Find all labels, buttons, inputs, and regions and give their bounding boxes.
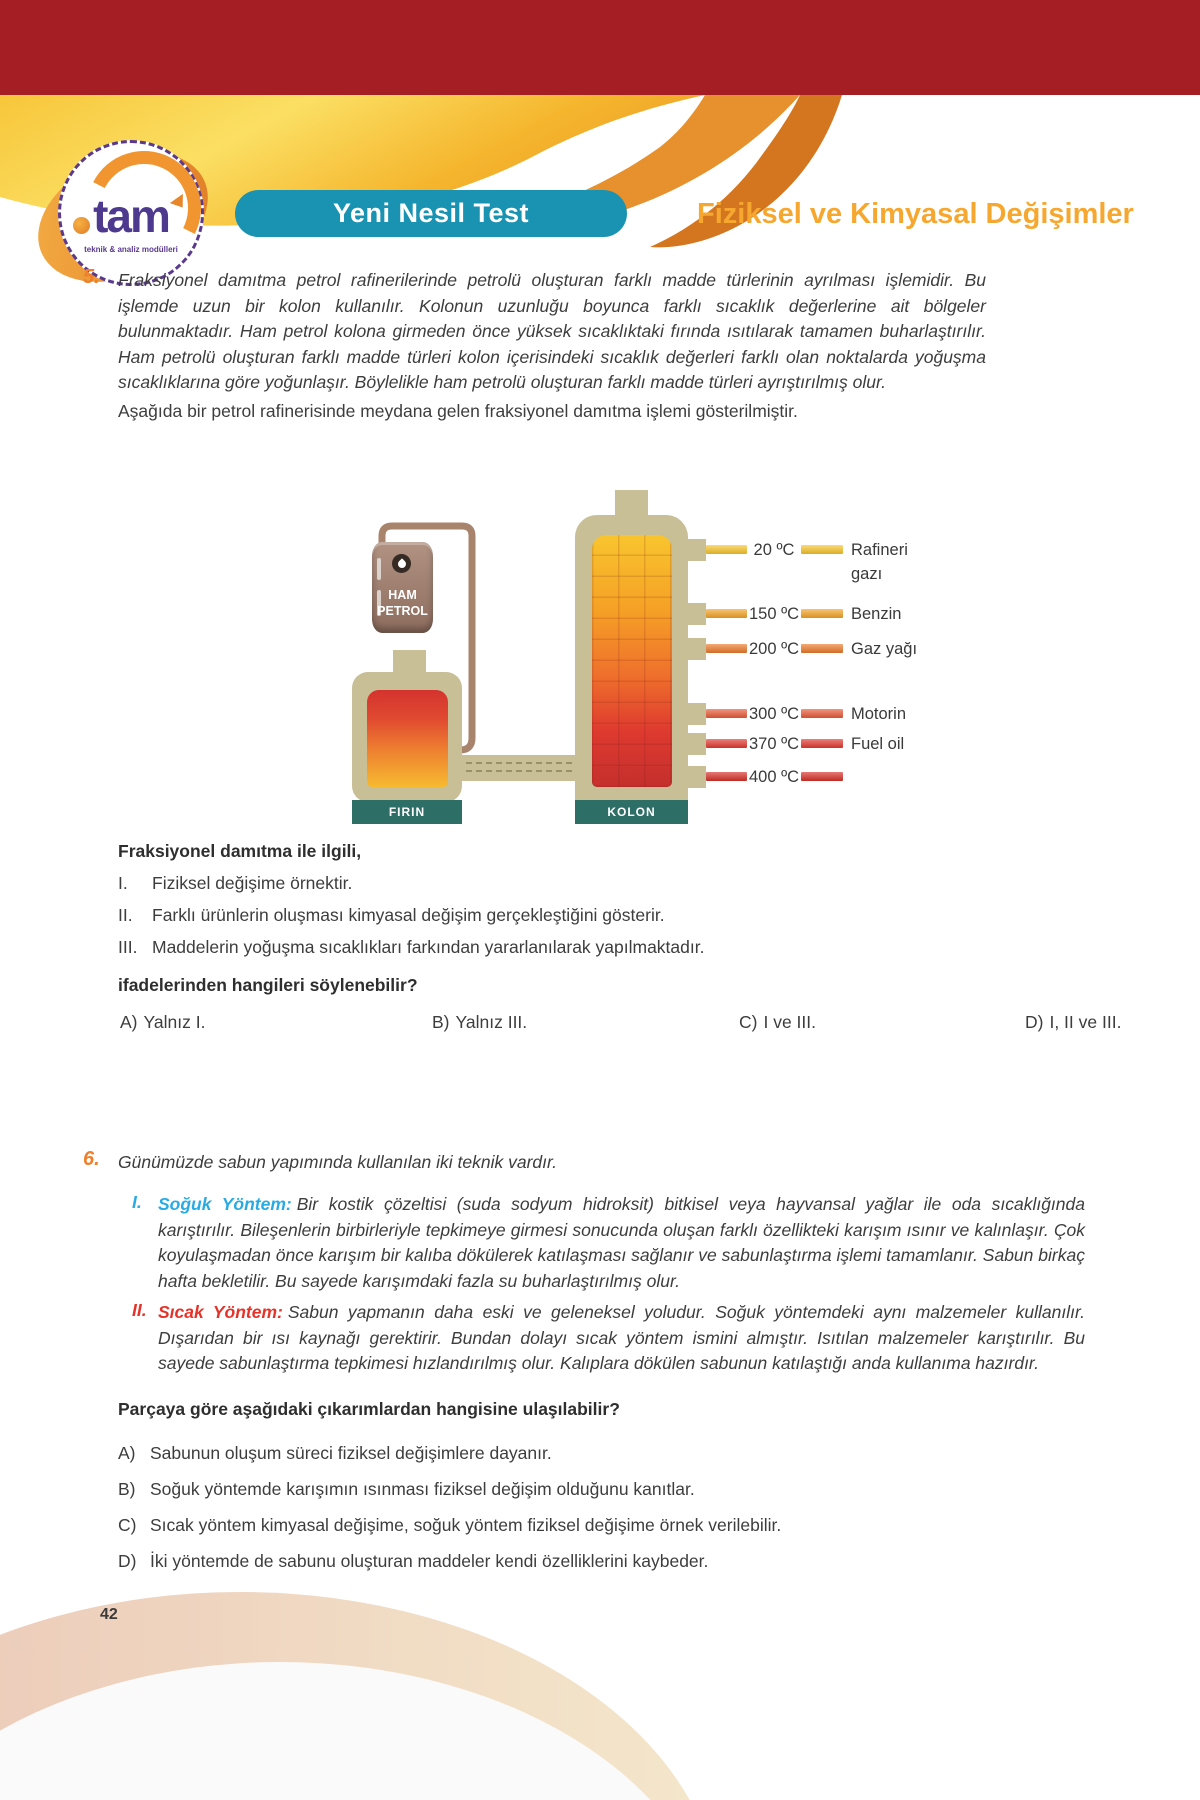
q5-option-c: C) I ve III.	[739, 1012, 816, 1032]
furnace-label: FIRIN	[352, 800, 462, 824]
q6-option-c: C) Sıcak yöntem kimyasal değişime, soğuk yöntem fiziksel değişime örnek verilebilir.	[118, 1515, 782, 1535]
outlet-bar	[706, 545, 747, 554]
question-5-figure-caption: Aşağıda bir petrol rafinerisinde meydana gelen fraksiyonel damıtma işlemi gösterilmiştir.	[118, 401, 798, 421]
q6-method-hot: II. Sıcak Yöntem: Sabun yapmanın daha eski ve geleneksel yoludur. Soğuk yöntemdeki aynı malzemeler kullanılır. Dışarıdan bir ısı kaynağı gerektirir. Bundan dolayı sıcak yöntem ismini almıştır. Isıtılan malzemeler karıştırılır. Bu sayede sabunlaştırma tepkimesi hızlandırılmış olur. Kalıplara dökülen sabunun katılaştığı anda kullanıma hazırdır.	[132, 1300, 1085, 1373]
oil-drop-icon	[392, 554, 411, 573]
outlet-stub	[688, 638, 706, 660]
outlet-bar	[801, 545, 843, 554]
fractional-distillation-diagram	[0, 430, 1200, 830]
q5-stem-lead: Fraksiyonel damıtma ile ilgili,	[118, 841, 362, 861]
column-temperature-gradient	[592, 535, 672, 787]
barrel-highlight	[377, 558, 381, 580]
outlet-bar	[706, 709, 747, 718]
barrel-label: HAM PETROL	[377, 588, 428, 618]
q6-method-cold: I. Soğuk Yöntem: Bir kostik çözeltisi (suda sodyum hidroksit) bitkisel veya hayvansal yağlar ile oda sıcaklığında karıştırılır. Bileşenlerin birbirleriyle tepkimeye girmesi sonucunda oluşan farklı özellikteki karışım ısınır ve kalınlaşır. Çok koyulaşmadan önce karışım bir kalıba dökülerek katılaşması sağlanır ve sabunlaştırma işlemi tamamlanır. Sabun birkaç hafta bekletilir. Bu sayede karışımdaki fazla su buharlaştırılmış olur.	[132, 1192, 1085, 1291]
logo-tagline: teknik & analiz modülleri	[84, 245, 178, 254]
outlet-stub	[688, 703, 706, 725]
q5-statement-1: I. Fiziksel değişime örnektir.	[118, 873, 353, 893]
q6-intro: Günümüzde sabun yapımında kullanılan iki teknik vardır.	[118, 1152, 558, 1172]
outlet-bar	[706, 644, 747, 653]
cold-method-name: Soğuk Yöntem:	[158, 1194, 292, 1214]
outlet-product-label: Benzin	[851, 605, 902, 623]
outlet-stub	[688, 539, 706, 561]
q6-stem: Parçaya göre aşağıdaki çıkarımlardan hangisine ulaşılabilir?	[118, 1399, 620, 1419]
outlet-bar	[801, 609, 843, 618]
outlet-bar	[706, 739, 747, 748]
q5-statement-2: II. Farklı ürünlerin oluşması kimyasal değişim gerçekleştiğini gösterir.	[118, 905, 665, 925]
outlet-bar	[801, 772, 843, 781]
logo-wordmark: tam	[93, 190, 169, 242]
q5-statement-3: III. Maddelerin yoğuşma sıcaklıkları farkından yararlanılarak yapılmaktadır.	[118, 937, 705, 957]
question-5-number: 5.	[83, 266, 100, 288]
outlet-product-label: Rafineri gazı	[851, 541, 908, 583]
q6-option-d: D) İki yöntemde de sabunu oluşturan maddeler kendi özelliklerini kaybeder.	[118, 1551, 709, 1571]
topic-title: Fiziksel ve Kimyasal Değişimler	[697, 198, 1134, 230]
q6-option-b: B) Soğuk yöntemde karışımın ısınması fiziksel değişim olduğunu kanıtlar.	[118, 1479, 695, 1499]
outlet-stub	[688, 603, 706, 625]
outlet-bar	[801, 644, 843, 653]
outlet-bar	[801, 739, 843, 748]
outlet-product-label: Motorin	[851, 705, 907, 723]
outlet-product-label: Gaz yağı	[851, 640, 918, 658]
furnace-flame-gradient	[367, 690, 448, 787]
test-type-banner	[235, 190, 627, 237]
q5-option-d: D) I, II ve III.	[1025, 1012, 1122, 1032]
outlet-stub	[688, 733, 706, 755]
outlet-bar	[801, 709, 843, 718]
page-number: 42	[100, 1606, 118, 1623]
q5-option-b: B) Yalnız III.	[432, 1012, 528, 1032]
outlet-temperature: 150 ºC	[748, 605, 800, 623]
q6-option-a: A) Sabunun oluşum süreci fiziksel değişimlere dayanır.	[118, 1443, 552, 1463]
outlet-temperature: 400 ºC	[748, 768, 800, 786]
publisher-logo	[58, 140, 204, 286]
outlet-temperature: 300 ºC	[748, 705, 800, 723]
question-6-number: 6.	[83, 1148, 100, 1170]
column-label: KOLON	[575, 800, 688, 824]
hot-method-name: Sıcak Yöntem:	[158, 1302, 283, 1322]
banner-label: Yeni Nesil Test	[332, 198, 530, 228]
outlet-stub	[688, 766, 706, 788]
furnace-column-duct	[462, 755, 576, 781]
outlet-temperature: 20 ºC	[753, 541, 795, 559]
outlet-bar	[706, 772, 747, 781]
top-red-bar	[0, 0, 1200, 95]
q5-option-a: A) Yalnız I.	[120, 1012, 206, 1032]
q5-stem-question: ifadelerinden hangileri söylenebilir?	[118, 975, 418, 995]
question-5-passage: Fraksiyonel damıtma petrol rafinerilerinde petrolü oluşturan farklı madde türlerinin ayrılması işlemidir. Bu işlemde uzun bir kolon kullanılır. Kolonun uzunluğu boyunca farklı sıcaklık değerlerine ait bölgeler bulunmaktadır. Ham petrol kolona girmeden önce yüksek sıcaklıktaki fırında ısıtılarak tamamen buharlaştırılır. Ham petrolü oluşturan farklı madde türleri kolon içerisindeki sıcaklık değerleri farklı olan noktalarda yoğuşma sıcaklıklarına göre yoğunlaşır. Böylelikle ham petrolü oluşturan farklı madde türleri ayrıştırılmış olur.	[118, 270, 986, 392]
outlet-product-label: Fuel oil	[851, 735, 905, 753]
outlet-temperature: 200 ºC	[748, 640, 800, 658]
outlet-bar	[706, 609, 747, 618]
outlet-temperature: 370 ºC	[748, 735, 800, 753]
